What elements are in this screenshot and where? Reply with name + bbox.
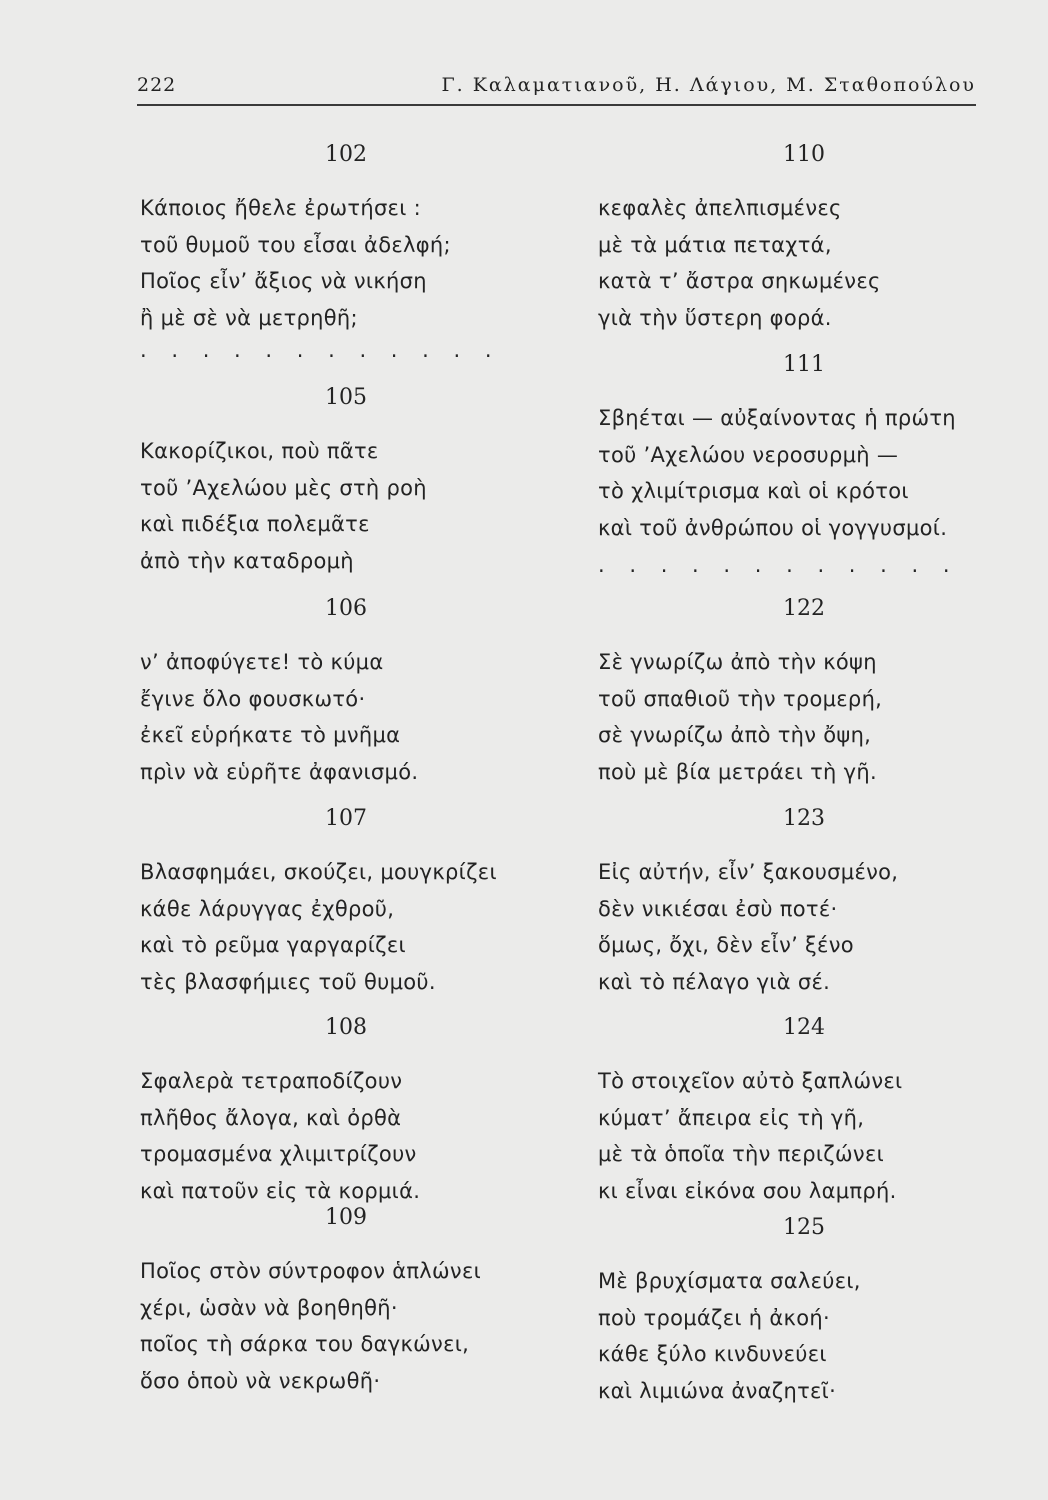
stanza-lines [140,1063,420,1209]
verse-line: χέρι, ὡσὰν νὰ βοηθηθῆ· [140,1295,398,1320]
stanza-number: 108 [325,1015,367,1040]
stanza-lines [598,854,898,1000]
running-title: Γ. Καλαματιανοῦ, Η. Λάγιου, Μ. Σταθοπούλου [441,74,976,96]
verse-line: Μὲ βρυχίσματα σαλεύει, [598,1269,861,1293]
verse-line: τοῦ θυμοῦ του εἶσαι ἀδελφή; [140,232,451,257]
verse-line: καὶ τοῦ ἀνθρώπου οἱ γογγυσμοί. [598,515,948,540]
verse-line: κι εἶναι εἰκόνα σου λαμπρή. [598,1178,897,1203]
stanza-number: 110 [783,142,825,167]
stanza-number: 123 [783,806,825,831]
verse-line: μὲ τὰ μάτια πεταχτά, [598,232,832,257]
verse-line: μὲ τὰ ὁποῖα τὴν περιζώνει [598,1142,884,1166]
verse-line: Εἰς αὐτήν, εἶν’ ξακουσμένο, [598,860,899,884]
ellipsis-divider: . . . . . . . . . . . . [598,553,959,577]
verse-line: τοῦ ’Αχελώου μὲς στὴ ροὴ [140,475,427,500]
ellipsis-divider: . . . . . . . . . . . . [140,338,501,362]
verse-line: Βλασφημάει, σκούζει, μουγκρίζει [140,860,497,884]
verse-line: κεφαλὲς ἀπελπισμένες [598,196,842,220]
verse-line: Σὲ γνωρίζω ἀπὸ τὴν κόψη [598,650,877,674]
stanza-number: 109 [325,1205,367,1230]
verse-line: τὸ χλιμίτρισμα καὶ οἱ κρότοι [598,479,909,503]
stanza-lines [140,854,497,1000]
verse-line: Τὸ στοιχεῖον αὐτὸ ξαπλώνει [598,1069,903,1093]
stanza-lines [598,1063,902,1209]
stanza-number: 125 [783,1215,825,1240]
verse-line: καὶ λιμιώνα ἀναζητεῖ· [598,1378,837,1403]
stanza-number: 124 [783,1015,825,1040]
verse-line: Σφαλερὰ τετραποδίζουν [140,1069,403,1093]
verse-line: ὅμως, ὄχι, δὲν εἶν’ ξένο [598,933,854,957]
verse-line: καὶ πιδέξια πολεμᾶτε [140,512,370,536]
verse-line: Κακορίζικοι, ποὺ πᾶτε [140,439,379,463]
stanza-lines [140,1253,481,1399]
stanza-lines [598,644,882,790]
page-header [137,66,976,106]
verse-line: τοῦ ’Αχελώου νεροσυρμὴ — [598,442,899,467]
verse-line: ἀπὸ τὴν καταδρομὴ [140,548,354,573]
verse-line: κατὰ τ’ ἄστρα σηκωμένες [598,269,881,293]
stanza-lines [140,190,451,336]
verse-line: ποὺ μὲ βία μετράει τὴ γῆ. [598,759,877,784]
verse-line: γιὰ τὴν ὕστερη φορά. [598,305,832,330]
stanza-number: 105 [325,385,367,410]
stanza-number: 102 [325,142,367,167]
stanza-lines [598,1263,861,1409]
stanza-lines [598,400,956,546]
stanza-lines [598,190,881,336]
verse-line: κύματ’ ἄπειρα εἰς τὴ γῆ, [598,1105,865,1130]
verse-line: ποῖος τὴ σάρκα του δαγκώνει, [140,1332,470,1356]
stanza-number: 107 [325,806,367,831]
header-rule [137,104,976,106]
verse-line: ποὺ τρομάζει ἡ ἀκοή· [598,1305,830,1330]
stanza-lines [140,433,427,579]
verse-line: καὶ τὸ ρεῦμα γαργαρίζει [140,933,406,957]
verse-line: τὲς βλασφήμιες τοῦ θυμοῦ. [140,969,436,994]
verse-line: τρομασμένα χλιμιτρίζουν [140,1142,417,1166]
stanza-number: 111 [783,352,825,377]
verse-line: Σβηέται — αὐξαίνοντας ἡ πρώτη [598,406,956,430]
stanza-number: 106 [325,596,367,621]
verse-line: ὅσο ὁποὺ νὰ νεκρωθῆ· [140,1368,381,1393]
verse-line: Ποῖος στὸν σύντροφον ἁπλώνει [140,1259,482,1283]
verse-line: ἔγινε ὅλο φουσκωτό· [140,686,366,711]
verse-line: Κάποιος ἤθελε ἐρωτήσει : [140,196,421,220]
verse-line: κάθε λάρυγγας ἐχθροῦ, [140,896,395,921]
verse-line: ἢ μὲ σὲ νὰ μετρηθῆ; [140,305,358,330]
verse-line: Ποῖος εἶν’ ἄξιος νὰ νικήση [140,269,427,293]
stanza-number: 122 [783,596,825,621]
verse-line: σὲ γνωρίζω ἀπὸ τὴν ὄψη, [598,723,872,747]
verse-line: πλῆθος ἄλογα, καὶ ὀρθὰ [140,1105,402,1130]
verse-line: ν’ ἀποφύγετε! τὸ κύμα [140,650,384,674]
verse-line: καὶ πατοῦν εἰς τὰ κορμιά. [140,1178,421,1203]
verse-line: καὶ τὸ πέλαγο γιὰ σέ. [598,969,831,994]
verse-line: πρὶν νὰ εὑρῆτε ἀφανισμό. [140,759,419,784]
verse-line: ἐκεῖ εὑρήκατε τὸ μνῆμα [140,723,401,747]
page-number: 222 [137,74,177,96]
stanza-lines [140,644,418,790]
verse-line: κάθε ξύλο κινδυνεύει [598,1342,827,1366]
verse-line: τοῦ σπαθιοῦ τὴν τρομερή, [598,686,883,711]
verse-line: δὲν νικιέσαι ἐσὺ ποτέ· [598,896,838,921]
